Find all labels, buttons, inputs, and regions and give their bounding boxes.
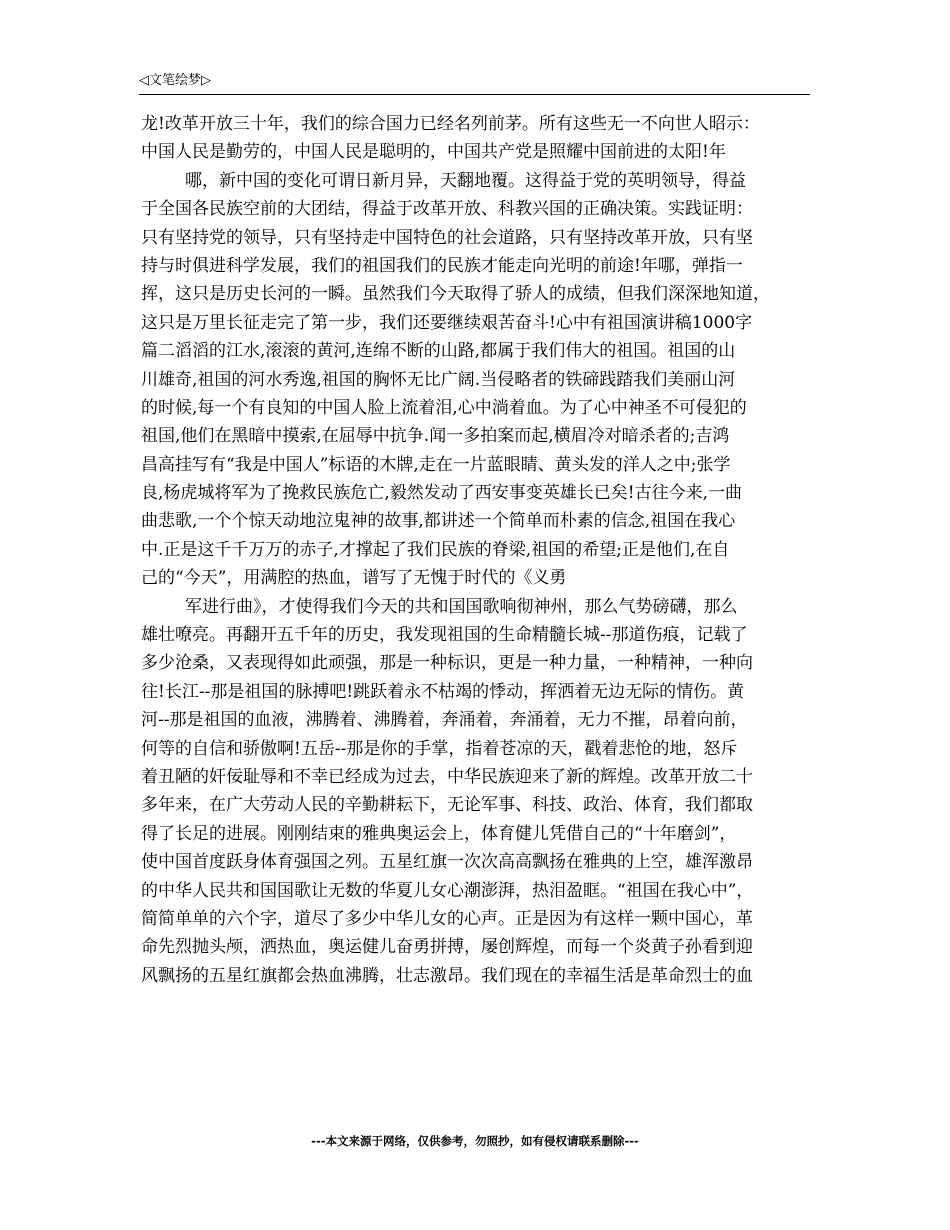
text-line: 河--那是祖国的血液，沸腾着、沸腾着，奔涌着，奔涌着，无力不摧，昂着向前，	[141, 710, 748, 731]
text-line: 哪，新中国的变化可谓日新月异，天翻地覆。这得益于党的英明领导，得益	[185, 170, 746, 191]
footer-disclaimer: ---本文来源于网络，仅供参考，勿照抄，如有侵权请联系删除---	[311, 1134, 639, 1148]
text-line: 中国人民是勤劳的，中国人民是聪明的，中国共产党是照耀中国前进的太阳!年	[141, 142, 726, 163]
text-line: 这只是万里长征走完了第一步，我们还要继续艰苦奋斗!心中有祖国演讲稿1000字	[141, 312, 753, 333]
header-logo: ◁文笔绘梦▷	[139, 73, 211, 88]
text-line: 昌高挂写有“我是中国人”标语的木牌,走在一片蓝眼睛、黄头发的洋人之中;张学	[141, 454, 731, 475]
text-line: 雄壮嘹亮。再翻开五千年的历史，我发现祖国的生命精髓长城--那道伤痕，记载了	[141, 625, 748, 646]
text-line: 军进行曲》，才使得我们今天的共和国国歌响彻神州，那么气势磅礴，那么	[185, 596, 738, 617]
text-line: 的时候,每一个有良知的中国人脸上流着泪,心中淌着血。为了心中神圣不可侵犯的	[141, 397, 747, 418]
text-line: 持与时俱进科学发展，我们的祖国我们的民族才能走向光明的前途!年哪，弹指一	[141, 255, 743, 276]
text-line: 风飘扬的五星红旗都会热血沸腾，壮志激昂。我们现在的幸福生活是革命烈士的血	[141, 965, 753, 986]
text-line: 己的“今天”，用满腔的热血，谱写了无愧于时代的《义勇	[141, 568, 567, 589]
text-line: 中.正是这千千万万的赤子,才撑起了我们民族的脊梁,祖国的希望;正是他们,在自	[141, 539, 730, 560]
text-line: 龙!改革开放三十年，我们的综合国力已经名列前茅。所有这些无一不向世人昭示：	[141, 114, 760, 134]
text-line: 于全国各民族空前的大团结，得益于改革开放、科教兴国的正确决策。实践证明：	[141, 199, 753, 220]
text-line: 祖国,他们在黑暗中摸索,在屈辱中抗争.闻一多拍案而起,横眉冷对暗杀者的;吉鸿	[141, 426, 730, 447]
text-line: 多少沧桑，又表现得如此顽强，那是一种标识，更是一种力量，一种精神，一种向	[141, 653, 753, 674]
text-line: 简简单单的六个字，道尽了多少中华儿女的心声。正是因为有这样一颗中国心，革	[141, 908, 753, 929]
text-line: 篇二滔滔的江水,滚滚的黄河,连绵不断的山路,都属于我们伟大的祖国。祖国的山	[141, 341, 736, 362]
text-line: 只有坚持党的领导，只有坚持走中国特色的社会道路，只有坚持改革开放，只有坚	[141, 227, 753, 248]
text-line: 曲悲歌,一个个惊天动地泣鬼神的故事,都讲述一个简单而朴素的信念,祖国在我心	[141, 511, 736, 532]
text-line: 多年来，在广大劳动人民的辛勤耕耘下，无论军事、科技、政治、体育，我们都取	[141, 795, 753, 816]
text-line: 得了长足的进展。刚刚结束的雅典奥运会上，体育健儿凭借自己的“十年磨剑”，	[141, 823, 737, 844]
text-line: 着丑陋的奸佞耻辱和不幸已经成为过去，中华民族迎来了新的辉煌。改革开放二十	[141, 766, 753, 787]
text-line: 何等的自信和骄傲啊!五岳--那是你的手掌，指着苍凉的天，戳着悲怆的地，怒斥	[141, 738, 738, 759]
header-rule	[139, 94, 810, 95]
document-body	[141, 110, 821, 990]
text-line: 命先烈抛头颅，洒热血，奥运健儿奋勇拼搏，屡创辉煌，而每一个炎黄子孙看到迎	[141, 937, 753, 958]
text-line: 良,杨虎城将军为了挽救民族危亡,毅然发动了西安事变英雄长已矣!古往今来,一曲	[141, 483, 743, 504]
page-header	[139, 72, 810, 96]
text-line: 的中华人民共和国国歌让无数的华夏儿女心潮澎湃，热泪盈眶。“祖国在我心中”，	[141, 880, 754, 901]
text-line: 川雄奇,祖国的河水秀逸,祖国的胸怀无比广阔.当侵略者的铁碲践踏我们美丽山河	[141, 369, 736, 390]
text-line: 往!长江--那是祖国的脉搏吧!跳跃着永不枯竭的悸动，挥洒着无边无际的情伤。黄	[141, 681, 745, 702]
text-line: 挥，这只是历史长河的一瞬。虽然我们今天取得了骄人的成绩，但我们深深地知道，	[141, 284, 770, 305]
text-line: 使中国首度跃身体育强国之列。五星红旗一次次高高飘扬在雅典的上空，雄浑激昂	[141, 852, 753, 873]
